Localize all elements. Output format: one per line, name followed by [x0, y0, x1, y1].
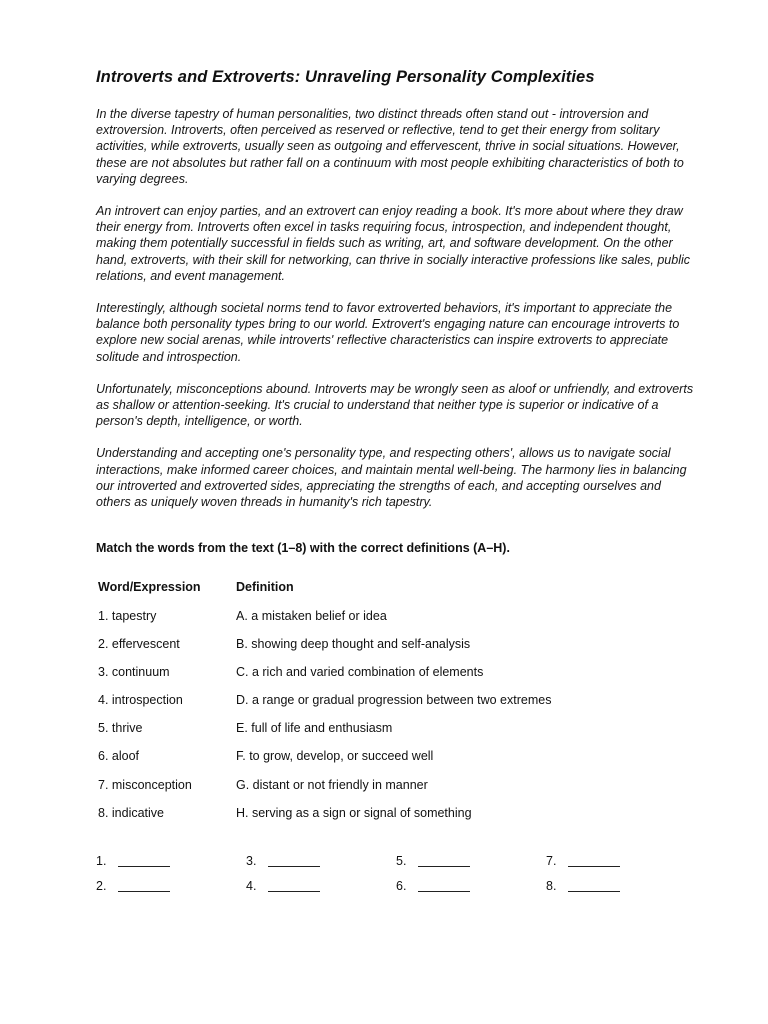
word-cell: 8. indicative [98, 805, 165, 820]
answer-number: 8. [546, 878, 557, 893]
word-cell: 7. misconception [98, 777, 192, 792]
definition-cell: G. distant or not friendly in manner [236, 777, 428, 792]
answer-number: 7. [546, 853, 557, 868]
table-header-row [98, 573, 551, 601]
word-cell: 4. introspection [98, 693, 183, 708]
answer-number: 3. [246, 853, 257, 868]
word-cell: 2. effervescent [98, 636, 180, 651]
answer-grid [96, 848, 696, 898]
table-row [98, 686, 551, 714]
answer-blank[interactable] [268, 854, 320, 867]
definition-cell: D. a range or gradual progression between two extremes [236, 693, 552, 708]
answer-number: 2. [96, 878, 107, 893]
definition-cell: A. a mistaken belief or idea [236, 608, 387, 623]
answer-row [96, 848, 696, 873]
table-row [98, 630, 551, 658]
word-cell: 1. tapestry [98, 608, 157, 623]
table-row [98, 658, 551, 686]
answer-item [396, 879, 546, 893]
word-cell: 3. continuum [98, 664, 170, 679]
answer-number: 6. [396, 878, 407, 893]
answer-number: 1. [96, 853, 107, 868]
table-row [98, 771, 551, 799]
column-header-word: Word/Expression [98, 580, 201, 595]
word-cell: 5. thrive [98, 721, 143, 736]
paragraph: Interestingly, although societal norms tend to favor extroverted behaviors, it's important to appreciate the balance both personality types bring to our world. Extrovert's engaging nature can encourage introverts to explore new social arenas, while introverts' reflective characteristics can inspire extroverts to appreciate solitude and introspection. [96, 301, 680, 364]
answer-blank[interactable] [568, 854, 620, 867]
column-header-definition: Definition [236, 580, 294, 595]
definition-cell: B. showing deep thought and self-analysis [236, 636, 471, 651]
table-row [98, 742, 551, 770]
word-cell: 6. aloof [98, 749, 140, 764]
answer-blank[interactable] [568, 879, 620, 892]
answer-blank[interactable] [118, 879, 170, 892]
answer-row [96, 873, 696, 898]
answer-blank[interactable] [418, 879, 470, 892]
exercise-instructions: Match the words from the text (1–8) with the correct definitions (A–H). [96, 541, 510, 556]
answer-item [546, 879, 696, 893]
table-row [98, 799, 551, 827]
answer-blank[interactable] [268, 879, 320, 892]
vocabulary-table [98, 573, 551, 827]
answer-item [396, 854, 546, 868]
answer-item [96, 879, 246, 893]
paragraph: In the diverse tapestry of human personalities, two distinct threads often stand out - introversion and extroversion. Introverts, often perceived as reserved or reflective, tend to get their energy from solitary activities, while extroverts, usually seen as outgoing and effervescent, thrive in social situations. However, these are not absolutes but rather fall on a continuum with most people exhibiting characteristics of both to varying degrees. [96, 107, 684, 186]
answer-item [546, 854, 696, 868]
definition-cell: H. serving as a sign or signal of something [236, 805, 472, 820]
document-page [96, 68, 696, 827]
answer-blank[interactable] [118, 854, 170, 867]
document-title: Introverts and Extroverts: Unraveling Personality Complexities [96, 68, 595, 86]
definition-cell: E. full of life and enthusiasm [236, 721, 393, 736]
paragraph: An introvert can enjoy parties, and an extrovert can enjoy reading a book. It's more about where they draw their energy from. Introverts often excel in tasks requiring focus, introspection, and independent thought, making them potentially successful in fields such as writing, art, and software development. On the other hand, extroverts, with their skill for networking, can thrive in socially interactive professions like sales, public relations, and event management. [96, 204, 691, 283]
answer-number: 4. [246, 878, 257, 893]
answer-item [96, 854, 246, 868]
paragraph: Understanding and accepting one's personality type, and respecting others', allows us to navigate social interactions, make informed career choices, and maintain mental well-being. The harmony lies in balancing our introverted and extroverted sides, appreciating the strengths of each, and accepting ourselves and others as uniquely woven threads in humanity's rich tapestry. [96, 446, 687, 510]
answer-item [246, 854, 396, 868]
paragraph: Unfortunately, misconceptions abound. Introverts may be wrongly seen as aloof or unfriendly, and extroverts as shallow or attention-seeking. It's crucial to understand that neither type is superior or indicative of a person's depth, intelligence, or worth. [96, 381, 694, 429]
definition-cell: C. a rich and varied combination of elements [236, 664, 484, 679]
table-row [98, 714, 551, 742]
definition-cell: F. to grow, develop, or succeed well [236, 749, 434, 764]
answer-number: 5. [396, 853, 407, 868]
table-row [98, 601, 551, 629]
answer-item [246, 879, 396, 893]
answer-blank[interactable] [418, 854, 470, 867]
